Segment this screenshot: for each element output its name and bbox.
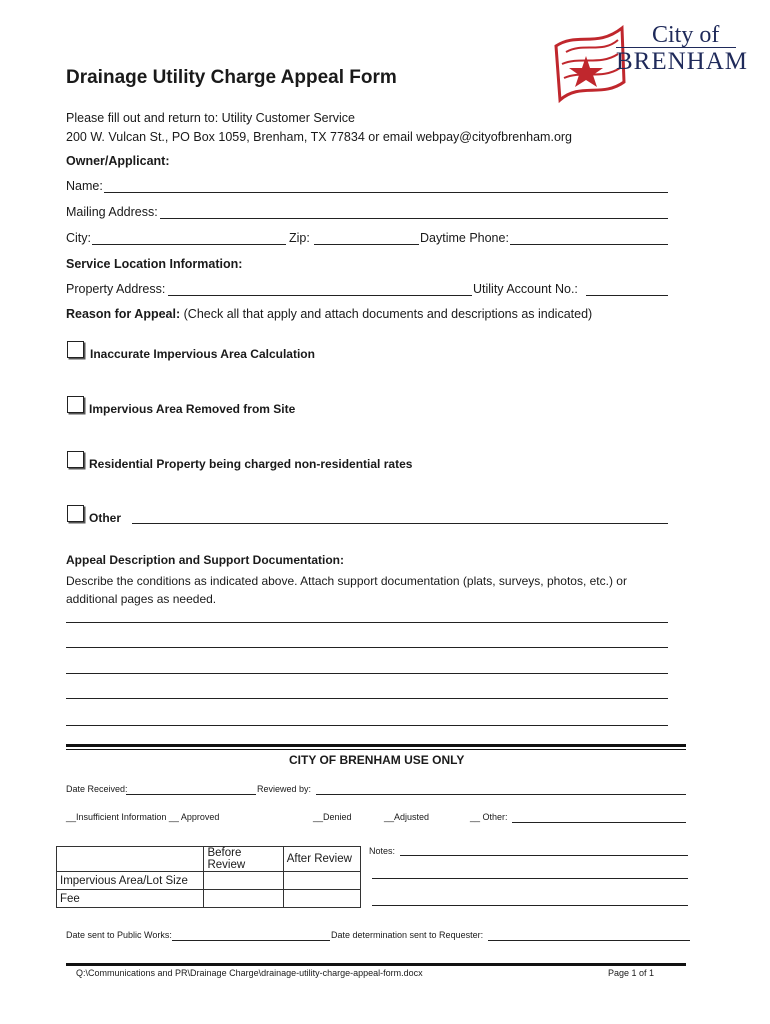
description-line-field[interactable] [66, 725, 668, 726]
date-determination-field[interactable] [488, 940, 690, 941]
reason-heading: Reason for Appeal: [66, 307, 181, 321]
office-heading: CITY OF BRENHAM USE ONLY [289, 753, 465, 767]
review-table [56, 846, 361, 908]
logo-city-of: City of [652, 22, 720, 48]
property-address-field[interactable] [168, 295, 472, 296]
area-before-cell[interactable] [204, 872, 283, 890]
reviewed-by-label: Reviewed by: [257, 784, 312, 794]
table-header-after: After Review [283, 847, 360, 872]
insufficient-approved-option[interactable]: __Insufficient Information __ Approved [66, 812, 220, 822]
checkbox-other[interactable] [67, 505, 84, 522]
checkbox-removed[interactable] [67, 396, 84, 413]
notes-line-field[interactable] [372, 878, 688, 879]
description-line-2: additional pages as needed. [66, 592, 217, 606]
daytime-phone-field[interactable] [510, 244, 668, 245]
service-heading: Service Location Information: [66, 257, 243, 271]
option-inaccurate: Inaccurate Impervious Area Calculation [90, 347, 315, 361]
table-row-label-area: Impervious Area/Lot Size [57, 872, 204, 890]
owner-heading: Owner/Applicant: [66, 154, 170, 168]
footer-rule [66, 963, 686, 966]
description-line-field[interactable] [66, 622, 668, 623]
zip-field[interactable] [314, 244, 419, 245]
footer-path: Q:\Communications and PR\Drainage Charge\drainage-utility-charge-appeal-form.docx [76, 968, 423, 978]
reason-heading-row [66, 307, 592, 321]
office-separator [66, 744, 686, 750]
other-option[interactable]: __ Other: [470, 812, 508, 822]
fee-before-cell[interactable] [204, 890, 283, 908]
zip-label: Zip: [289, 231, 310, 245]
area-after-cell[interactable] [283, 872, 360, 890]
other-field[interactable] [132, 523, 668, 524]
denied-option[interactable]: __Denied [313, 812, 352, 822]
reviewed-by-field[interactable] [316, 794, 686, 795]
checkbox-residential[interactable] [67, 451, 84, 468]
name-field[interactable] [104, 192, 668, 193]
date-determination-label: Date determination sent to Requester: [331, 930, 484, 940]
fee-after-cell[interactable] [283, 890, 360, 908]
city-logo [552, 18, 749, 118]
table-header-before: Before Review [204, 847, 283, 872]
notes-line-field[interactable] [400, 855, 688, 856]
description-line-field[interactable] [66, 647, 668, 648]
notes-label: Notes: [369, 846, 396, 856]
property-label: Property Address: [66, 282, 166, 296]
date-received-field[interactable] [126, 794, 256, 795]
adjusted-option[interactable]: __Adjusted [384, 812, 430, 822]
office-other-field[interactable] [512, 822, 686, 823]
utility-account-field[interactable] [586, 295, 668, 296]
name-label: Name: [66, 179, 103, 193]
description-heading: Appeal Description and Support Documentation: [66, 553, 345, 567]
phone-label: Daytime Phone: [420, 231, 509, 245]
reason-instruction: (Check all that apply and attach documents and descriptions as indicated) [183, 307, 593, 321]
description-line-1: Describe the conditions as indicated above. Attach support documentation (plats, surveys, photos, etc.) or [66, 574, 627, 588]
option-residential: Residential Property being charged non-residential rates [89, 457, 413, 471]
city-field[interactable] [92, 244, 286, 245]
table-corner-cell [57, 847, 204, 872]
intro-line-1: Please fill out and return to: Utility Customer Service [66, 111, 356, 125]
mailing-label: Mailing Address: [66, 205, 158, 219]
checkbox-inaccurate[interactable] [67, 341, 84, 358]
intro-line-2: 200 W. Vulcan St., PO Box 1059, Brenham, TX 77834 or email webpay@cityofbrenham.org [66, 130, 573, 144]
date-public-works-field[interactable] [172, 940, 330, 941]
mailing-address-field[interactable] [160, 218, 668, 219]
description-line-field[interactable] [66, 698, 668, 699]
footer-page: Page 1 of 1 [608, 968, 655, 978]
logo-brenham: BRENHAM [616, 48, 749, 75]
city-label: City: [66, 231, 91, 245]
date-received-label: Date Received: [66, 784, 128, 794]
option-other: Other [89, 511, 122, 525]
option-removed: Impervious Area Removed from Site [89, 402, 296, 416]
account-label: Utility Account No.: [473, 282, 578, 296]
table-row-label-fee: Fee [57, 890, 204, 908]
form-title: Drainage Utility Charge Appeal Form [66, 67, 397, 88]
date-public-works-label: Date sent to Public Works: [66, 930, 172, 940]
logo-underline [616, 47, 736, 48]
description-line-field[interactable] [66, 673, 668, 674]
notes-line-field[interactable] [372, 905, 688, 906]
